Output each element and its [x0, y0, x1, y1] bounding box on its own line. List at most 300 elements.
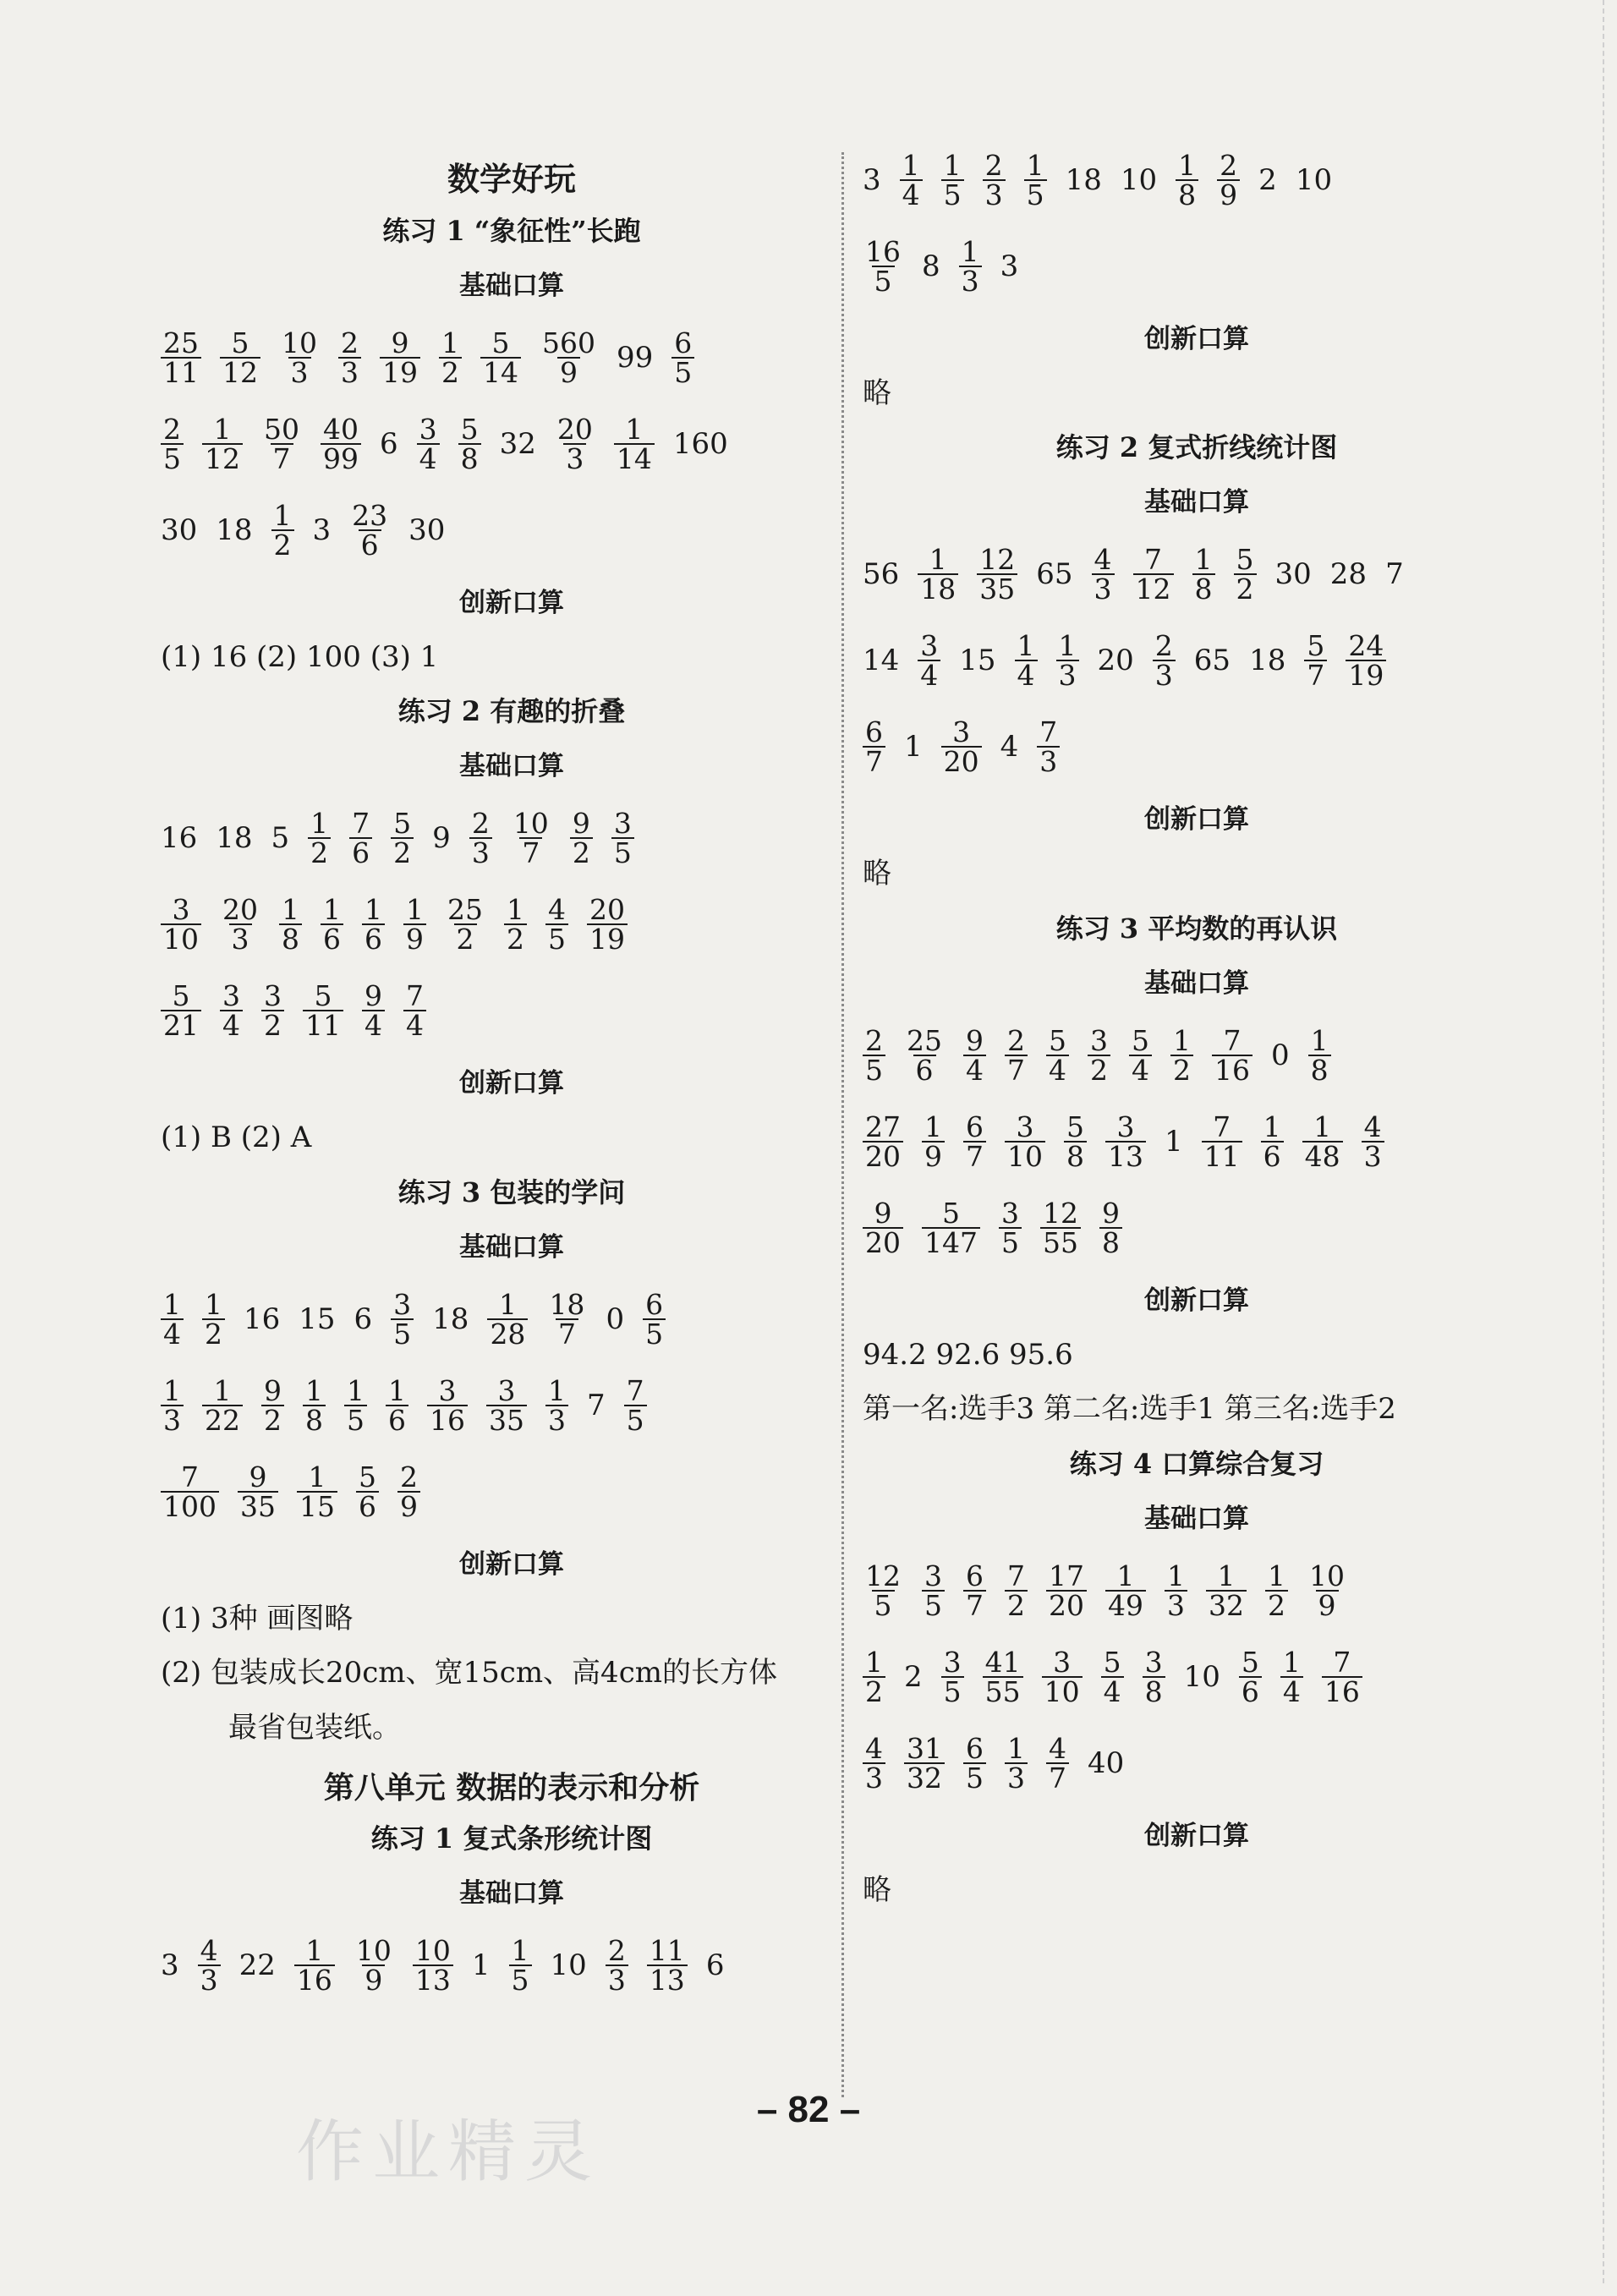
numerator: 3: [943, 1645, 962, 1679]
numerator: 17: [1049, 1559, 1084, 1592]
denominator: 3: [1153, 660, 1176, 689]
numerator: 1: [323, 893, 341, 927]
fraction-answer: [863, 715, 885, 779]
fraction-answer: [356, 1460, 379, 1523]
denominator: 13: [1105, 1141, 1146, 1170]
answer-row: [161, 797, 863, 879]
basic-calc-label: 基础口算: [1144, 967, 1249, 999]
numerator: 2: [341, 326, 359, 359]
fraction-answer: [338, 326, 361, 389]
denominator: 6: [359, 529, 381, 559]
innovation-calc-label: 创新口算: [1144, 804, 1249, 836]
numerator: 12: [865, 1559, 901, 1592]
numerator: 10: [1309, 1559, 1345, 1592]
numerator: 4: [548, 893, 566, 927]
fraction-answer: [261, 415, 302, 473]
denominator: 49: [1105, 1590, 1146, 1619]
numerator: 7: [1213, 1110, 1231, 1143]
numerator: 2: [984, 149, 1003, 182]
number-answer: 0: [1271, 1038, 1290, 1072]
denominator: 21: [161, 1010, 201, 1039]
basic-calc-label: 基础口算: [459, 1877, 564, 1909]
fraction-answer: [1056, 629, 1079, 693]
denominator: 13: [413, 1964, 453, 1994]
numerator: 1: [1310, 1023, 1329, 1057]
numerator: 5: [1066, 1110, 1084, 1143]
fraction-answer: [918, 543, 958, 606]
fraction-answer: [349, 499, 390, 562]
denominator: 5: [963, 1762, 986, 1792]
fraction-answer: [1005, 1559, 1028, 1622]
numerator: 7: [626, 1373, 644, 1407]
number-answer: 18: [432, 1301, 469, 1336]
fraction-answer: [1133, 543, 1174, 606]
answer-row: [863, 1015, 1531, 1096]
answer-row: [863, 706, 1531, 787]
denominator: 3: [229, 923, 252, 953]
numerator: 6: [865, 715, 883, 749]
number-answer: 32: [499, 427, 536, 461]
fraction-answer: [963, 1731, 986, 1795]
fraction-answer: [279, 893, 302, 956]
number-answer: 1: [471, 1948, 491, 1982]
page-number: – 82 –: [756, 2089, 861, 2130]
innovation-calc-label: 创新口算: [1144, 1285, 1249, 1316]
fraction-answer: [606, 1933, 628, 1997]
fraction-answer: [1217, 151, 1240, 209]
number-answer: 16: [244, 1301, 281, 1336]
number-answer: 18: [1065, 163, 1102, 197]
answer-row: [161, 884, 863, 965]
denominator: 55: [1040, 1227, 1081, 1257]
answer-line: 略: [863, 857, 891, 891]
answer-row: [161, 1365, 863, 1446]
numerator: 3: [952, 715, 971, 749]
denominator: 7: [519, 837, 542, 867]
fraction-answer: [1015, 629, 1038, 693]
watermark: 作业精灵: [296, 2112, 600, 2191]
denominator: 5: [671, 357, 694, 386]
numerator: 10: [355, 1933, 392, 1967]
denominator: 3: [545, 1405, 568, 1434]
numerator: 6: [674, 326, 693, 359]
fraction-answer: [391, 807, 414, 870]
numerator: 1: [924, 1110, 942, 1143]
fraction-answer: [863, 235, 903, 298]
denominator: 35: [977, 573, 1017, 603]
fraction-answer: [611, 807, 634, 870]
fraction-answer: [1064, 1110, 1087, 1173]
denominator: 3: [1005, 1762, 1028, 1792]
denominator: 4: [1046, 1055, 1069, 1084]
right-column: [863, 140, 1531, 1921]
fraction-answer: [1307, 1559, 1347, 1622]
fraction-answer: [1005, 1110, 1045, 1173]
denominator: 16: [427, 1405, 468, 1434]
number-answer: 30: [1274, 557, 1312, 592]
exercise-title: 练习 3 包装的学问: [397, 1175, 626, 1208]
fraction-answer: [294, 1933, 335, 1997]
denominator: 12: [202, 443, 243, 473]
numerator: 1: [305, 1373, 323, 1407]
fraction-answer: [486, 1373, 527, 1437]
numerator: 1: [308, 1460, 326, 1493]
fraction-answer: [1308, 1023, 1331, 1087]
fraction-answer: [321, 415, 361, 473]
exercise-title: 练习 1 “象征性”长跑: [382, 215, 641, 247]
denominator: 20: [863, 1227, 903, 1257]
fraction-answer: [1202, 1110, 1242, 1173]
number-answer: 18: [1249, 644, 1286, 678]
numerator: 1: [282, 893, 299, 927]
fraction-answer: [863, 1559, 903, 1622]
denominator: 5: [391, 1318, 414, 1348]
fraction-answer: [403, 979, 426, 1043]
number-answer: 40: [1088, 1745, 1125, 1780]
denominator: 4: [1129, 1055, 1152, 1084]
fraction-answer: [1362, 1110, 1384, 1173]
numerator: 4: [1363, 1110, 1382, 1143]
number-answer: 5: [271, 821, 290, 856]
numerator: 3: [264, 979, 282, 1013]
denominator: 7: [863, 746, 885, 775]
numerator: 1: [310, 807, 329, 841]
denominator: 3: [1165, 1590, 1187, 1619]
denominator: 5: [643, 1318, 666, 1348]
denominator: 8: [303, 1405, 326, 1434]
fraction-answer: [504, 893, 527, 956]
answer-row: [161, 403, 863, 485]
numerator: 1: [388, 1373, 406, 1407]
denominator: 5: [872, 1590, 895, 1619]
denominator: 32: [904, 1762, 945, 1792]
number-answer: 18: [216, 821, 253, 856]
numerator: 1: [273, 499, 292, 532]
numerator: 5: [460, 413, 479, 446]
fraction-answer: [439, 326, 462, 389]
numerator: 12: [1043, 1196, 1078, 1230]
fraction-answer: [480, 326, 521, 389]
answer-rows: [161, 317, 863, 571]
denominator: 2: [454, 923, 477, 953]
exercise-title: 练习 1 复式条形统计图: [370, 1822, 653, 1855]
denominator: 48: [1302, 1141, 1343, 1170]
numerator: 7: [406, 979, 424, 1013]
answer-line: 第一名:选手3 第二名:选手1 第三名:选手2: [863, 1392, 1396, 1427]
numerator: 11: [649, 1933, 685, 1967]
numerator: 2: [607, 1933, 626, 1967]
number-answer: 3: [161, 1948, 179, 1982]
denominator: 2: [504, 923, 527, 953]
denominator: 7: [1005, 1055, 1028, 1084]
denominator: 6: [349, 837, 372, 867]
number-answer: 1: [1165, 1124, 1183, 1159]
denominator: 4: [1101, 1676, 1124, 1706]
fraction-answer: [918, 629, 940, 693]
fraction-answer: [545, 1373, 568, 1437]
denominator: 9: [1316, 1590, 1339, 1619]
denominator: 14: [614, 443, 655, 473]
answer-rows: [161, 797, 863, 1051]
numerator: 1: [1058, 629, 1077, 663]
number-answer: 18: [216, 513, 253, 547]
numerator: 27: [865, 1110, 901, 1143]
number-answer: 6: [380, 427, 398, 461]
denominator: 2: [439, 357, 462, 386]
fraction-answer: [941, 715, 982, 779]
denominator: 2: [863, 1676, 885, 1706]
numerator: 1: [347, 1373, 365, 1407]
answer-line: 略: [863, 1872, 891, 1907]
answer-row: [161, 317, 863, 398]
fraction-answer: [303, 979, 343, 1043]
denominator: 5: [611, 837, 634, 867]
numerator: 7: [1144, 543, 1163, 577]
fraction-answer: [1101, 1645, 1124, 1708]
fraction-answer: [545, 893, 568, 956]
fraction-answer: [671, 326, 694, 389]
fraction-answer: [261, 1373, 284, 1437]
denominator: 9: [362, 1964, 385, 1994]
fraction-answer: [458, 415, 481, 473]
fraction-answer: [349, 807, 372, 870]
numerator: 23: [352, 499, 388, 532]
fraction-answer: [1304, 629, 1327, 693]
denominator: 2: [570, 837, 593, 867]
answer-line: (1) B (2) A: [161, 1121, 312, 1155]
denominator: 14: [480, 357, 521, 386]
denominator: 4: [963, 1055, 986, 1084]
denominator: 6: [321, 923, 343, 953]
numerator: 6: [966, 1731, 984, 1765]
numerator: 1: [1007, 1731, 1025, 1765]
numerator: 2: [400, 1460, 418, 1493]
denominator: 7: [1304, 660, 1327, 689]
numerator: 5: [1236, 543, 1254, 577]
numerator: 5: [359, 1460, 376, 1493]
numerator: 1: [511, 1933, 529, 1967]
numerator: 1: [1263, 1110, 1281, 1143]
answer-row: [863, 1550, 1531, 1631]
denominator: 12: [220, 357, 260, 386]
numerator: 3: [613, 807, 632, 841]
number-answer: 22: [238, 1948, 276, 1982]
numerator: 3: [419, 413, 437, 446]
number-answer: 16: [161, 821, 198, 856]
answer-row: [863, 1636, 1531, 1718]
numerator: 5: [1103, 1645, 1121, 1679]
numerator: 2: [1220, 149, 1238, 182]
denominator: 7: [556, 1318, 578, 1348]
denominator: 3: [1362, 1141, 1384, 1170]
denominator: 6: [362, 923, 385, 953]
denominator: 8: [1308, 1055, 1331, 1084]
fraction-answer: [1212, 1023, 1252, 1087]
numerator: 3: [924, 1559, 942, 1592]
numerator: 3: [1016, 1110, 1034, 1143]
number-answer: 56: [863, 557, 900, 592]
number-answer: 30: [161, 513, 198, 547]
numerator: 2: [163, 413, 181, 446]
numerator: 1: [865, 1645, 883, 1679]
fraction-answer: [391, 1287, 414, 1351]
answer-row: [863, 1723, 1531, 1804]
denominator: 5: [922, 1590, 945, 1619]
denominator: 35: [486, 1405, 527, 1434]
fraction-answer: [1088, 1023, 1110, 1087]
fraction-answer: [1105, 1110, 1146, 1173]
numerator: 3: [393, 1287, 412, 1321]
answer-rows: [161, 1925, 863, 2006]
numerator: 1: [1313, 1110, 1332, 1143]
numerator: 9: [264, 1373, 282, 1407]
numerator: 16: [865, 235, 901, 268]
answer-rows: [863, 1015, 1531, 1269]
fraction-answer: [1042, 1645, 1083, 1708]
numerator: 1: [1026, 149, 1044, 182]
fraction-answer: [1092, 543, 1115, 606]
fraction-answer: [1040, 1196, 1081, 1259]
denominator: 9: [403, 923, 426, 953]
numerator: 5: [1241, 1645, 1259, 1679]
fraction-answer: [238, 1460, 278, 1523]
answer-row: [863, 226, 1531, 307]
fraction-answer: [308, 807, 331, 870]
denominator: 3: [959, 266, 982, 295]
fraction-answer: [1105, 1559, 1146, 1622]
numerator: 1: [1268, 1559, 1285, 1592]
fraction-answer: [397, 1460, 420, 1523]
numerator: 3: [1090, 1023, 1108, 1057]
fraction-answer: [220, 893, 260, 956]
fraction-answer: [555, 415, 595, 473]
denominator: 19: [380, 357, 420, 386]
fraction-answer: [643, 1287, 666, 1351]
fraction-answer: [1322, 1645, 1362, 1708]
fraction-answer: [403, 893, 426, 956]
answer-rows: [863, 140, 1531, 307]
number-answer: 99: [617, 341, 654, 375]
denominator: 4: [918, 660, 940, 689]
fraction-answer: [1046, 1023, 1069, 1087]
number-answer: 10: [1120, 163, 1158, 197]
number-answer: 3: [1000, 249, 1019, 283]
numerator: 20: [556, 413, 593, 446]
denominator: 147: [922, 1227, 980, 1257]
fraction-answer: [161, 979, 201, 1043]
denominator: 11: [303, 1010, 343, 1039]
basic-calc-label: 基础口算: [459, 751, 564, 782]
number-answer: 65: [1193, 644, 1231, 678]
answer-row: [863, 534, 1531, 615]
number-answer: 15: [959, 644, 996, 678]
fraction-answer: [362, 893, 385, 956]
numerator: 50: [264, 413, 299, 446]
denominator: 2: [1265, 1590, 1288, 1619]
denominator: 5: [509, 1964, 532, 1994]
answer-row: [161, 1279, 863, 1360]
fraction-answer: [1261, 1110, 1284, 1173]
denominator: 3: [1092, 573, 1115, 603]
numerator: 5: [491, 326, 510, 359]
fraction-answer: [941, 151, 964, 209]
fraction-answer: [1005, 1731, 1028, 1795]
answer-line-continued: 最省包装纸。: [228, 1710, 401, 1745]
denominator: 12: [1133, 573, 1174, 603]
denominator: 7: [1046, 1762, 1069, 1792]
numerator: 560: [542, 326, 595, 359]
numerator: 25: [907, 1023, 942, 1057]
fraction-answer: [202, 1287, 225, 1351]
denominator: 3: [563, 443, 586, 473]
denominator: 11: [1202, 1141, 1242, 1170]
numerator: 6: [966, 1110, 984, 1143]
denominator: 15: [297, 1491, 337, 1521]
denominator: 55: [983, 1676, 1023, 1706]
answer-rows: [161, 1279, 863, 1532]
denominator: 9: [557, 357, 580, 386]
denominator: 8: [1143, 1676, 1165, 1706]
numerator: 1: [498, 1287, 517, 1321]
number-answer: 10: [550, 1948, 587, 1982]
fraction-answer: [983, 151, 1006, 209]
denominator: 2: [261, 1010, 284, 1039]
denominator: 2: [1234, 573, 1257, 603]
denominator: 11: [161, 357, 201, 386]
denominator: 16: [294, 1964, 335, 1994]
denominator: 10: [1042, 1676, 1083, 1706]
fraction-answer: [1176, 151, 1198, 209]
number-answer: 28: [1329, 557, 1368, 592]
fraction-answer: [386, 1373, 408, 1437]
numerator: 1: [1217, 1559, 1236, 1592]
fraction-answer: [959, 235, 982, 298]
innovation-calc-label: 创新口算: [1144, 1820, 1249, 1851]
denominator: 5: [863, 1055, 885, 1084]
denominator: 5: [941, 179, 964, 209]
numerator: 20: [222, 893, 258, 927]
numerator: 9: [365, 979, 382, 1013]
denominator: 5: [624, 1405, 647, 1434]
fraction-answer: [1265, 1559, 1288, 1622]
fraction-answer: [303, 1373, 326, 1437]
fraction-answer: [922, 1559, 945, 1622]
denominator: 3: [288, 357, 311, 386]
denominator: 18: [918, 573, 958, 603]
basic-calc-label: 基础口算: [1144, 1503, 1249, 1534]
fraction-answer: [321, 893, 343, 956]
numerator: 4: [1049, 1731, 1066, 1765]
numerator: 18: [549, 1287, 585, 1321]
numerator: 9: [572, 807, 590, 841]
number-answer: 10: [1183, 1659, 1220, 1694]
fraction-answer: [261, 979, 284, 1043]
innovation-calc-label: 创新口算: [459, 1068, 564, 1099]
numerator: 2: [1007, 1023, 1025, 1057]
denominator: 2: [271, 529, 294, 559]
numerator: 1: [548, 1373, 566, 1407]
fraction-answer: [863, 1731, 885, 1795]
denominator: 6: [356, 1491, 379, 1521]
innovation-calc-label: 创新口算: [459, 1548, 564, 1580]
fraction-answer: [220, 979, 243, 1043]
numerator: 5: [1132, 1023, 1149, 1057]
numerator: 1: [1282, 1645, 1301, 1679]
denominator: 4: [220, 1010, 243, 1039]
number-answer: 10: [1295, 163, 1333, 197]
denominator: 4: [417, 443, 440, 473]
fraction-answer: [1143, 1645, 1165, 1708]
